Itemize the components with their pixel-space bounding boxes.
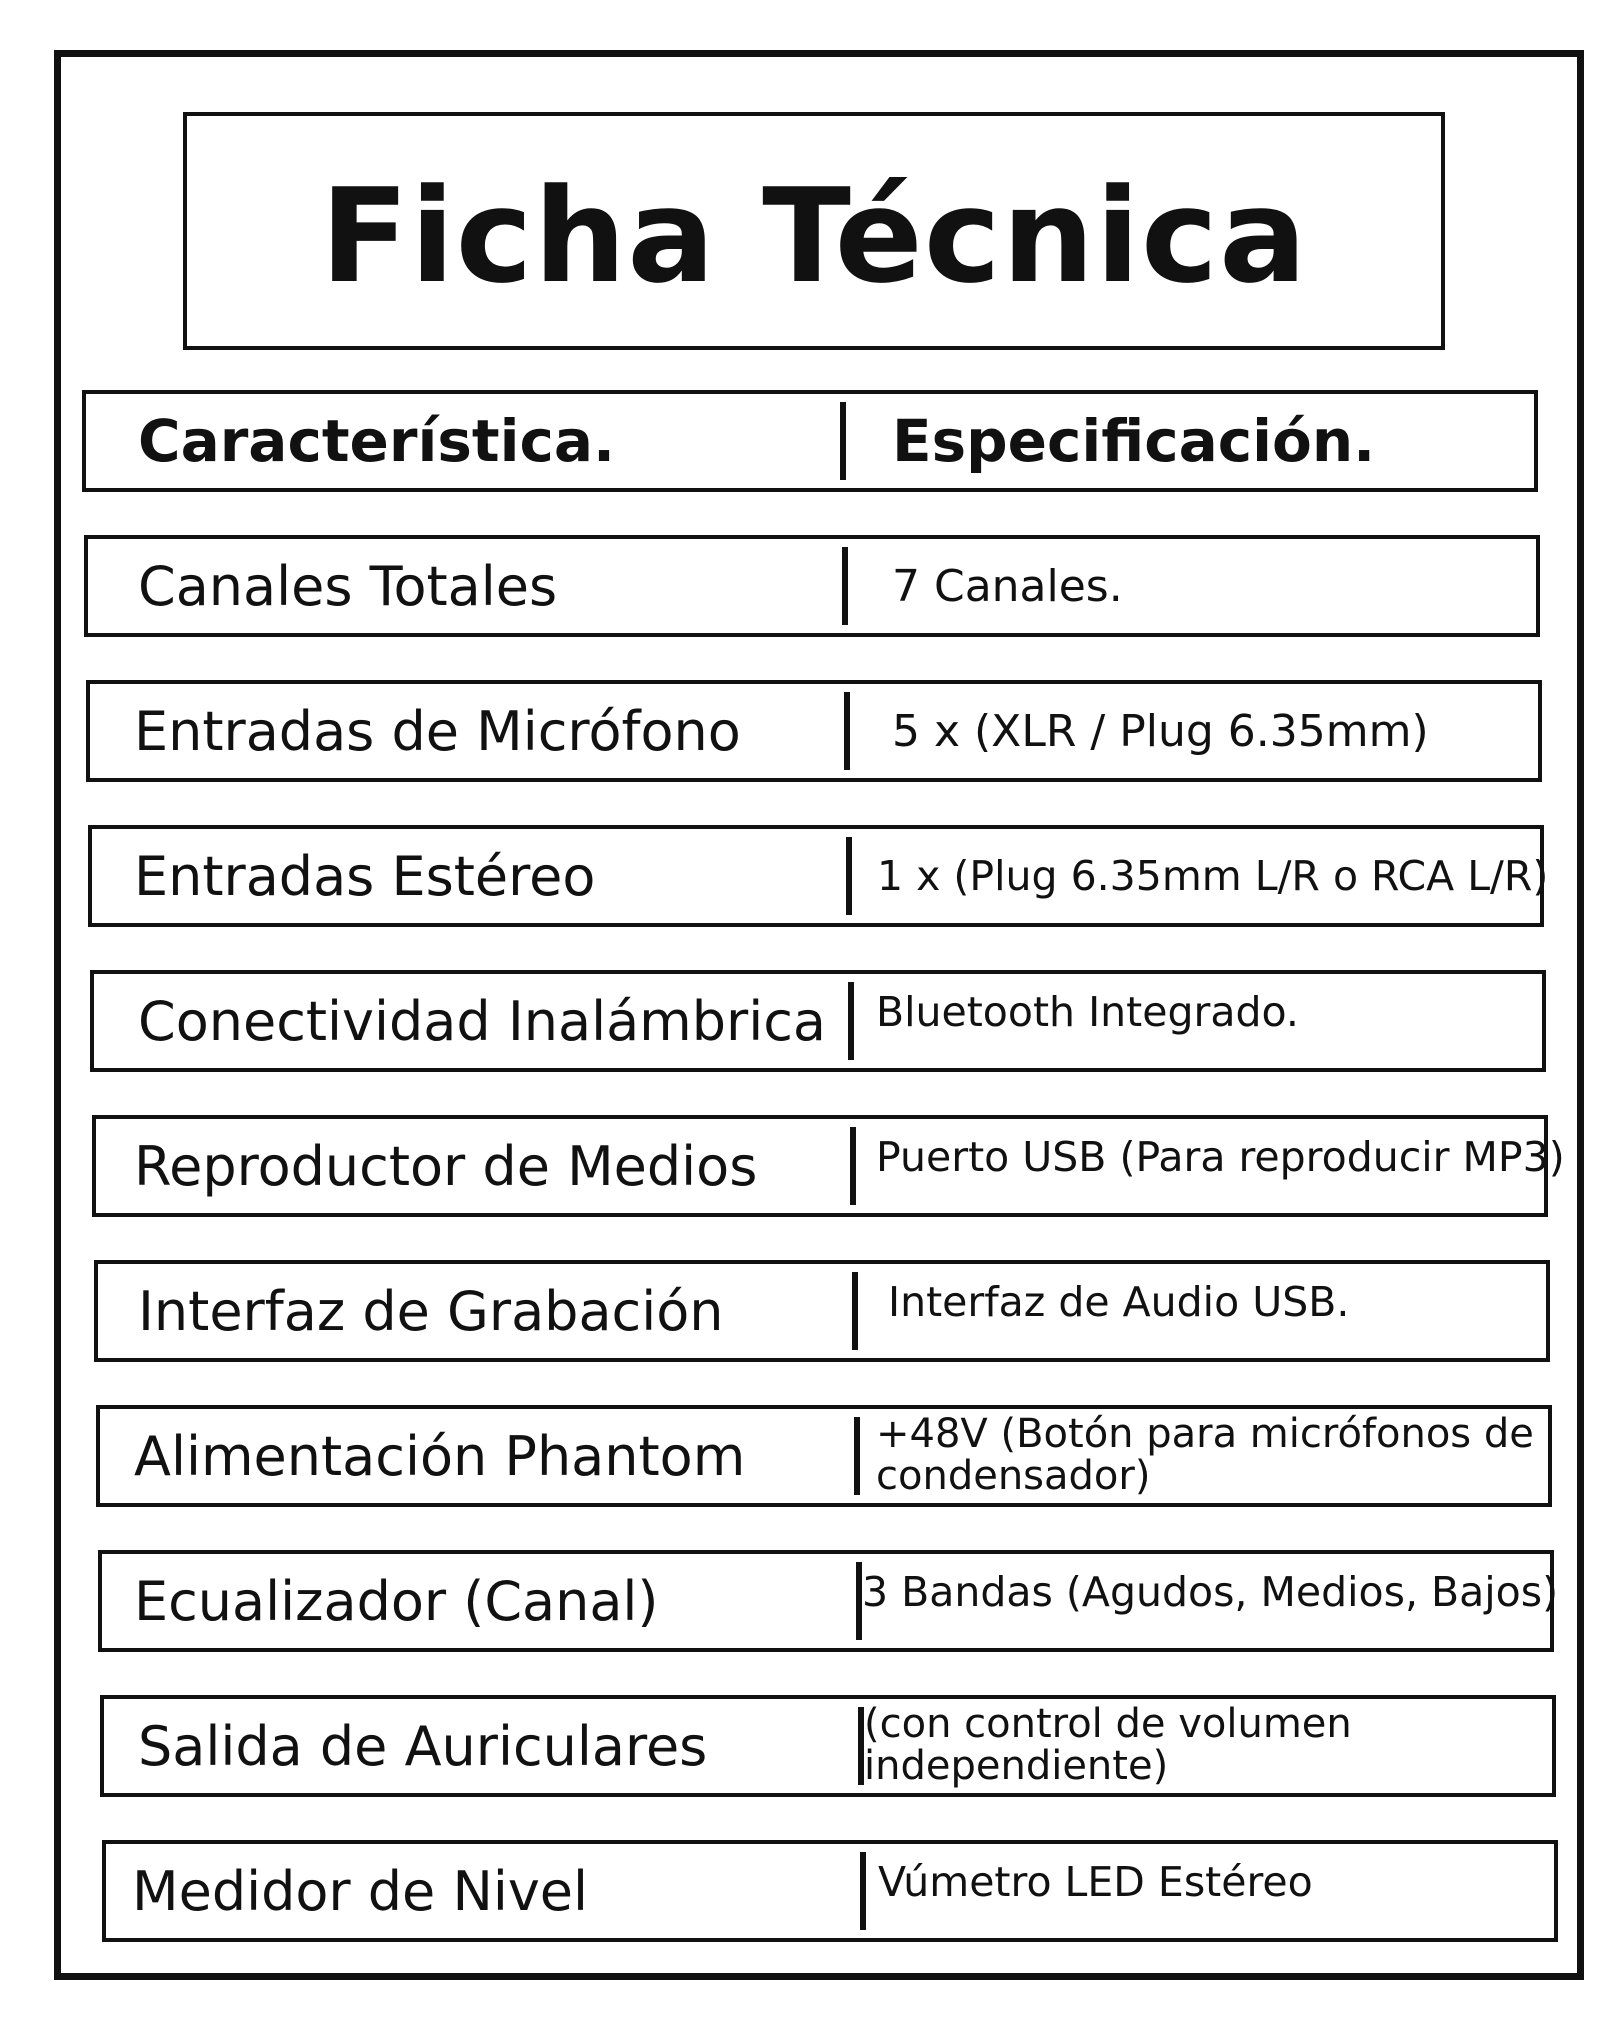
- header-especificacion: Especificación.: [892, 407, 1376, 475]
- row-caracteristica: Ecualizador (Canal): [134, 1569, 659, 1633]
- table-row: [102, 1840, 1558, 1942]
- row-caracteristica: Entradas de Micrófono: [134, 699, 741, 763]
- table-row: [92, 1115, 1565, 1217]
- row-caracteristica: Salida de Auriculares: [138, 1714, 708, 1778]
- row-caracteristica: Entradas Estéreo: [134, 844, 596, 908]
- column-divider: [840, 402, 846, 480]
- table-row: [100, 1695, 1556, 1797]
- column-divider: [860, 1852, 866, 1930]
- row-especificacion: Bluetooth Integrado.: [876, 988, 1299, 1036]
- row-especificacion: 5 x (XLR / Plug 6.35mm): [892, 705, 1429, 757]
- column-divider: [846, 837, 852, 915]
- row-especificacion: +48V (Botón para micrófonos de condensador): [876, 1411, 1534, 1499]
- row-especificacion: 3 Bandas (Agudos, Medios, Bajos): [862, 1568, 1559, 1616]
- column-divider: [852, 1272, 858, 1350]
- table-row: [96, 1405, 1552, 1507]
- header-caracteristica: Característica.: [138, 407, 616, 475]
- row-especificacion: Interfaz de Audio USB.: [888, 1278, 1350, 1326]
- column-divider: [848, 982, 854, 1060]
- row-especificacion: Vúmetro LED Estéreo: [878, 1858, 1313, 1906]
- column-divider: [854, 1417, 860, 1495]
- table-row: [88, 825, 1549, 927]
- row-caracteristica: Canales Totales: [138, 554, 558, 618]
- row-caracteristica: Interfaz de Grabación: [138, 1279, 724, 1343]
- row-caracteristica: Alimentación Phantom: [134, 1424, 746, 1488]
- row-caracteristica: Conectividad Inalámbrica: [138, 989, 827, 1053]
- table-row: [84, 535, 1540, 637]
- row-caracteristica: Reproductor de Medios: [134, 1134, 758, 1198]
- row-especificacion: 7 Canales.: [892, 560, 1123, 612]
- row-especificacion: 1 x (Plug 6.35mm L/R o RCA L/R): [877, 852, 1549, 900]
- column-divider: [844, 692, 850, 770]
- title-box: [183, 112, 1445, 350]
- table-row: [98, 1550, 1559, 1652]
- row-caracteristica: Medidor de Nivel: [132, 1859, 589, 1923]
- table-row: [90, 970, 1546, 1072]
- row-especificacion: (con control de volumen independiente): [864, 1701, 1352, 1789]
- table-row: [86, 680, 1542, 782]
- column-divider: [850, 1127, 856, 1205]
- column-divider: [842, 547, 848, 625]
- page-title: Ficha Técnica: [320, 160, 1308, 312]
- table-header-row: [82, 390, 1538, 492]
- row-especificacion: Puerto USB (Para reproducir MP3): [876, 1133, 1565, 1181]
- table-row: [94, 1260, 1550, 1362]
